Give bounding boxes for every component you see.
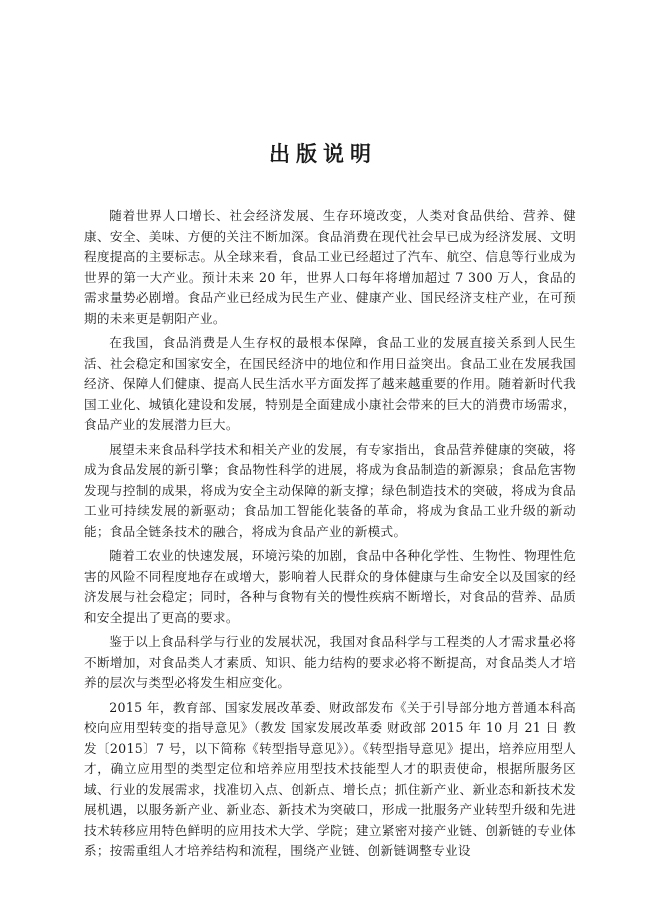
paragraph-4: 随着工农业的快速发展，环境污染的加剧，食品中各种化学性、生物性、物理性危害的风险不同程度地存在或增大，影响着人民群众的身体健康与生命安全以及国家的经济发展与社会稳定；同时，各种与食物有关的慢性疾病不断增长，对食品的营养、品质和安全提出了更高的要求。: [84, 548, 576, 625]
paragraph-5: 鉴于以上食品科学与行业的发展状况，我国对食品科学与工程类的人才需求量必将不断增加，对食品类人才素质、知识、能力结构的要求必将不断提高，对食品类人才培养的层次与类型必将发生相应变化。: [84, 634, 576, 690]
paragraph-6: 2015 年，教育部、国家发展改革委、财政部发布《关于引导部分地方普通本科高校向应用型转变的指导意见》（教发 国家发展改革委 财政部 2015 年 10 月 21 日 教发〔2015〕7 号，以下简称《转型指导意见》）。《转型指导意见》提出，培养应用型人才，确立应用型的类型定位和培养应用型技术技能型人才的职责使命，根据所服务区域、行业的发展需求，找准切入点、创新点、增长点；抓住新产业、新业态和新技术发展机遇，以服务新产业、新业态、新技术为突破口，形成一批服务产业转型升级和先进技术转移应用特色鲜明的应用技术大学、学院；建立紧密对接产业链、创新链的专业体系；按需重组人才培养结构和流程，围绕产业链、创新链调整专业设: [84, 699, 576, 858]
body-text: [84, 206, 576, 866]
paragraph-2: 在我国，食品消费是人生存权的最根本保障，食品工业的发展直接关系到人民生活、社会稳定和国家安全，在国民经济中的地位和作用日益突出。食品工业在发展我国经济、保障人们健康、提高人民生活水平方面发挥了越来越重要的作用。随着新时代我国工业化、城镇化建设和发展，特别是全面建成小康社会带来的巨大的消费市场需求，食品产业的发展潜力巨大。: [84, 335, 576, 432]
paragraph-1: 随着世界人口增长、社会经济发展、生存环境改变，人类对食品供给、营养、健康、安全、美味、方便的关注不断加深。食品消费在现代社会早已成为经济发展、文明程度提高的主要标志。从全球来看，食品工业已经超过了汽车、航空、信息等行业成为世界的第一大产业。预计未来 20 年，世界人口每年将增加超过 7 300 万人，食品的需求量势必剧增。食品产业已经成为民生产业、健康产业、国民经济支柱产业，在可预期的未来更是朝阳产业。: [84, 208, 576, 326]
paragraph-3: 展望未来食品科学技术和相关产业的发展，有专家指出，食品营养健康的突破，将成为食品发展的新引擎；食品物性科学的进展，将成为食品制造的新源泉；食品危害物发现与控制的成果，将成为安全主动保障的新支撑；绿色制造技术的突破，将成为食品工业可持续发展的新驱动；食品加工智能化装备的革命，将成为食品工业升级的新动能；食品全链条技术的融合，将成为食品产业的新模式。: [84, 441, 576, 539]
page-title: 出版说明: [269, 142, 377, 166]
